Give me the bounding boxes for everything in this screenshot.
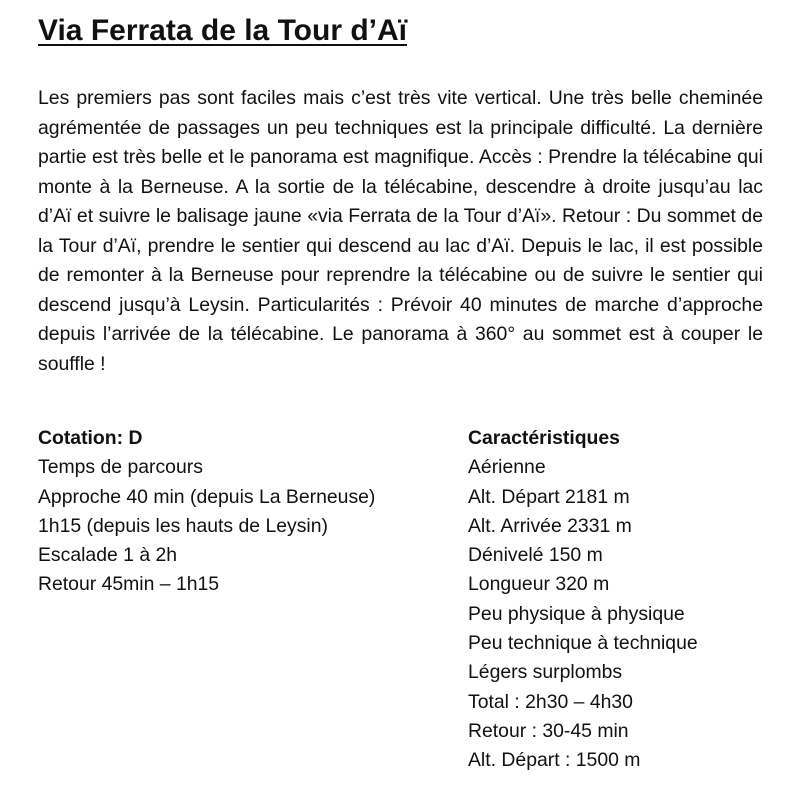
characteristics-heading: Caractéristiques bbox=[468, 427, 620, 449]
characteristic-line: Peu physique à physique bbox=[468, 602, 685, 625]
rating-line: Approche 40 min (depuis La Berneuse) bbox=[38, 485, 376, 508]
characteristic-line: Alt. Arrivée 2331 m bbox=[468, 514, 632, 537]
characteristic-line: Alt. Départ : 1500 m bbox=[468, 749, 641, 772]
characteristic-line: Dénivelé 150 m bbox=[468, 544, 603, 567]
rating-line: Temps de parcours bbox=[38, 456, 203, 479]
rating-heading: Cotation: D bbox=[38, 427, 143, 449]
characteristic-line: Alt. Départ 2181 m bbox=[468, 485, 630, 508]
description-paragraph: Les premiers pas sont faciles mais c’est très vite vertical. Une très belle cheminée agrémentée de passages un peu techniques est la principale difficulté. La dernière partie est très belle et le panorama est magnifique. Accès : Prendre la télécabine qui monte à la Berneuse. A la sortie de la télécabine, descendre à droite jusqu’au lac d’Aï et suivre le balisage jaune «via Ferrata de la Tour d’Aï». Retour : Du sommet de la Tour d’Aï, prendre le sentier qui descend au lac d’Aï. Depuis le lac, il est possible de remonter à la Berneuse pour reprendre la télécabine ou de suivre le sentier qui descend jusqu’à Leysin. Particularités : Prévoir 40 minutes de marche d’approche depuis l’arrivée de la télécabine. Le panorama à 360° au sommet est à couper le souffle ! bbox=[38, 87, 763, 375]
characteristic-line: Retour : 30-45 min bbox=[468, 719, 629, 742]
characteristic-line: Aérienne bbox=[468, 456, 546, 479]
rating-line: 1h15 (depuis les hauts de Leysin) bbox=[38, 514, 328, 537]
characteristic-line: Longueur 320 m bbox=[468, 573, 610, 596]
characteristic-line: Peu technique à technique bbox=[468, 632, 698, 655]
rating-column bbox=[38, 424, 458, 600]
characteristics-column bbox=[468, 424, 763, 776]
characteristic-line: Total : 2h30 – 4h30 bbox=[468, 690, 633, 713]
rating-line: Retour 45min – 1h15 bbox=[38, 573, 220, 596]
document-title: Via Ferrata de la Tour d’Aï bbox=[38, 14, 407, 47]
rating-line: Escalade 1 à 2h bbox=[38, 544, 178, 567]
characteristic-line: Légers surplombs bbox=[468, 661, 623, 684]
